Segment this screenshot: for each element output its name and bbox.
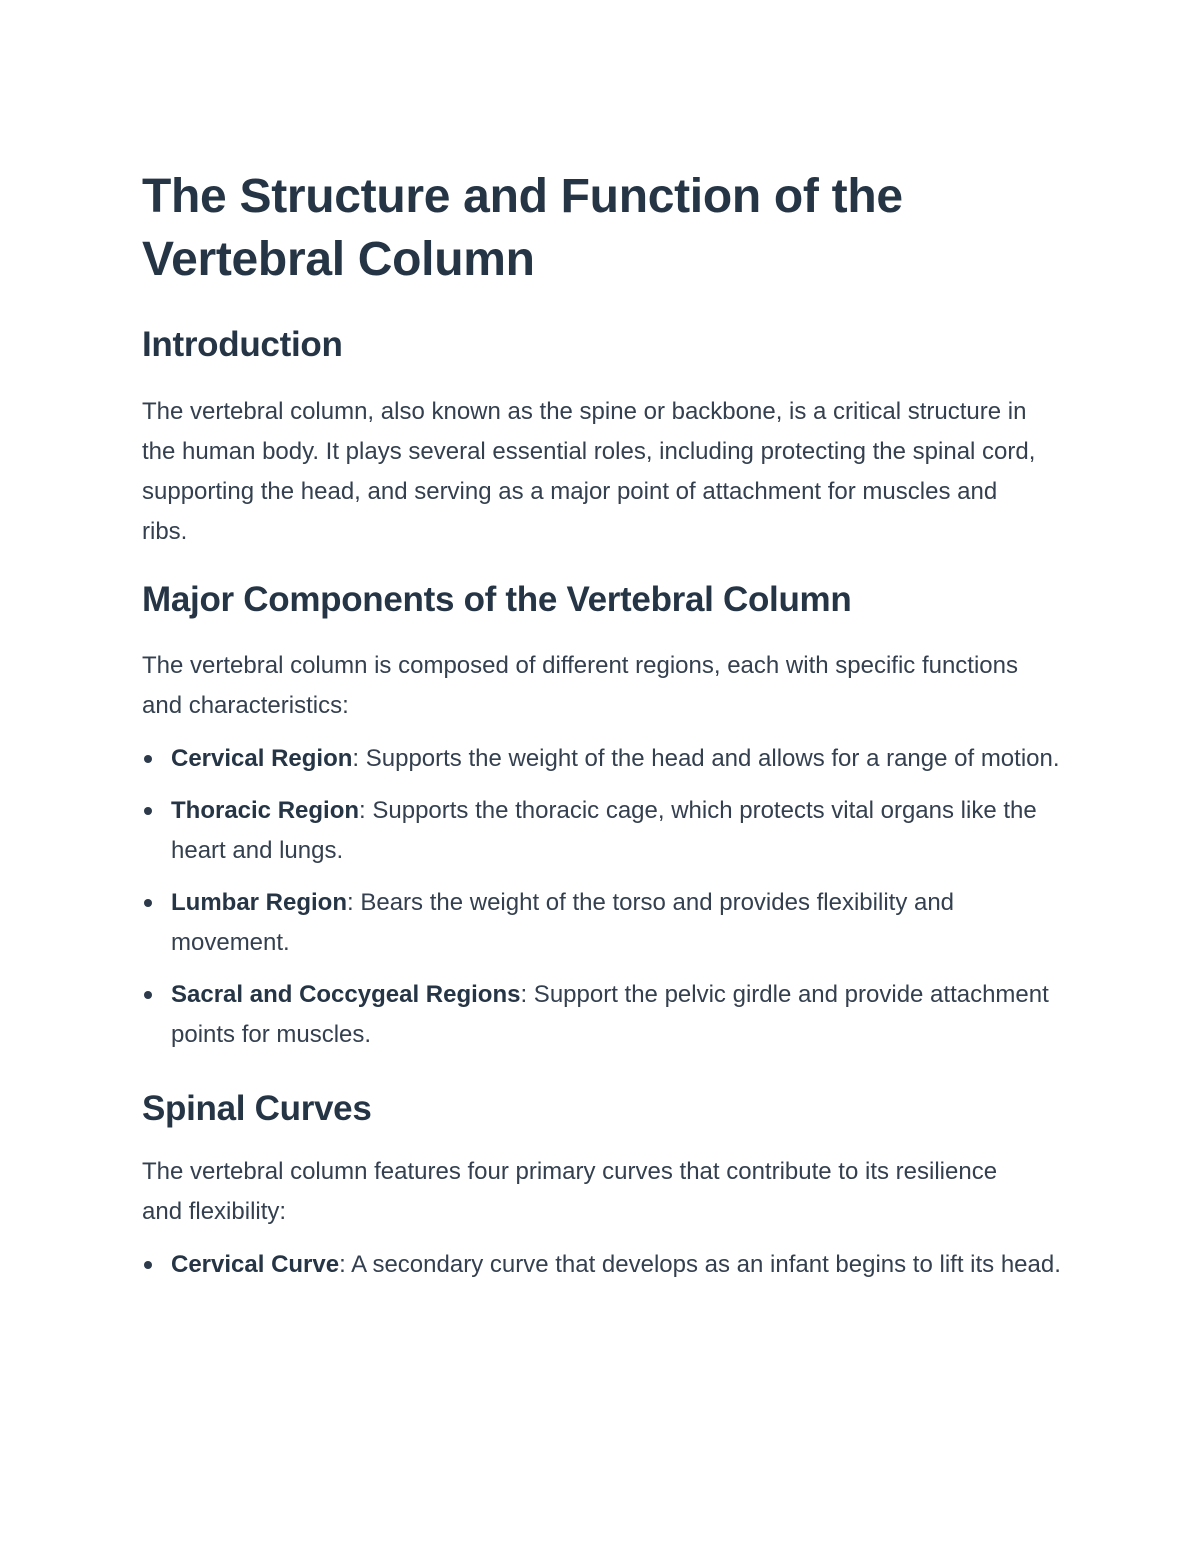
list-item bbox=[142, 883, 1062, 963]
list-item-description: : Supports the weight of the head and allows for a range of motion. bbox=[352, 745, 1060, 772]
bullet-icon bbox=[144, 899, 152, 907]
components-paragraph: The vertebral column is composed of different regions, each with specific functions and characteristics: bbox=[142, 652, 1018, 719]
list-item-term: Thoracic Region bbox=[171, 797, 360, 824]
curves-list bbox=[142, 1245, 1060, 1285]
list-item-description: : Supports the thoracic cage, which protects vital organs like the heart and lungs. bbox=[171, 797, 1037, 864]
components-list bbox=[142, 739, 1060, 1055]
list-item bbox=[142, 1245, 1062, 1285]
list-item-term: Lumbar Region bbox=[171, 889, 348, 916]
list-item bbox=[142, 739, 1062, 779]
list-item bbox=[142, 791, 1062, 871]
list-item bbox=[142, 975, 1062, 1055]
list-item-description: : Support the pelvic girdle and provide attachment points for muscles. bbox=[171, 981, 1049, 1048]
list-item-term: Cervical Region bbox=[171, 745, 353, 772]
bullet-icon bbox=[144, 755, 152, 763]
bullet-icon bbox=[144, 991, 152, 999]
introduction-paragraph: The vertebral column, also known as the spine or backbone, is a critical structure in the human body. It plays several essential roles, including protecting the spinal cord, supporting the head, and serving as a major point of attachment for muscles and ribs. bbox=[142, 398, 1036, 545]
bullet-icon bbox=[144, 1261, 152, 1269]
list-item-term: Sacral and Coccygeal Regions bbox=[171, 981, 521, 1008]
curves-heading: Spinal Curves bbox=[142, 1089, 372, 1128]
document-title: The Structure and Function of the Vertebral Column bbox=[142, 170, 903, 286]
list-item-term: Cervical Curve bbox=[171, 1251, 340, 1278]
bullet-icon bbox=[144, 807, 152, 815]
curves-paragraph: The vertebral column features four primary curves that contribute to its resilience and flexibility: bbox=[142, 1158, 998, 1225]
components-heading: Major Components of the Vertebral Column bbox=[142, 580, 852, 619]
list-item-description: : Bears the weight of the torso and provides flexibility and movement. bbox=[171, 889, 955, 956]
introduction-heading: Introduction bbox=[142, 325, 343, 364]
list-item-description: : A secondary curve that develops as an infant begins to lift its head. bbox=[339, 1251, 1061, 1278]
